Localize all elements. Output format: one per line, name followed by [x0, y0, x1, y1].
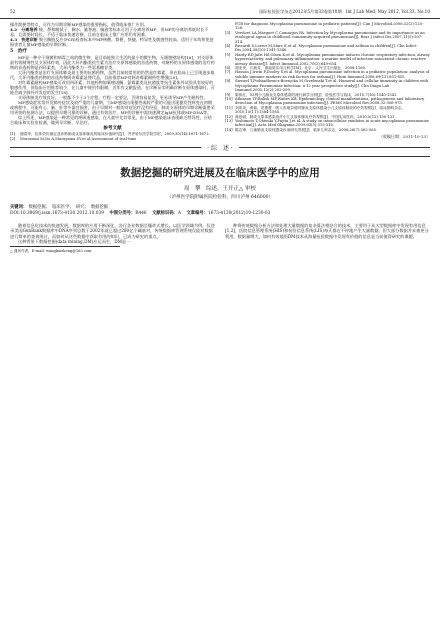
- top-columns: [10, 22, 430, 141]
- section-divider: [10, 147, 430, 157]
- clc-label: 中图分类号：: [109, 211, 136, 217]
- reference-text: Vervloet LA,Marguet C,Camargos PA. Infection by Mycoplasma pneumoniae and its importance as an etiological agent in childhood community-acquired pneumonias[J]. Braz J Infect Dis,2007,11(5):507-514.: [235, 30, 425, 44]
- reference-text: 蒋爱丽．肺炎支原体感染治疗小儿支原体肺炎疗效观察[J]．中国实用医药，2010,5(12):130-131.: [235, 114, 396, 119]
- article-body: [10, 223, 430, 253]
- reference-text: 胡亚美，江载芳．诸福棠实用儿科学[M]．北京：人民卫生出版社，2008:1160.: [235, 66, 367, 71]
- reference-number: [8]: [225, 79, 231, 84]
- reference-number: [14]: [225, 127, 233, 132]
- article-title: 数据挖掘的研究进展及在临床医学中的应用: [120, 167, 320, 180]
- journal-header: [0, 6, 440, 19]
- clc-value: R446: [135, 211, 147, 217]
- keywords-value: 数据挖掘； 临床医学； 研究； 数据挖掘: [28, 205, 109, 211]
- reference-item: [225, 106, 430, 115]
- reference-number: [12]: [225, 114, 233, 119]
- section-text: 痰、鼻和咽拭子、胸水、脑脊液、胸液等标本可用于分离培养MP，但MP的分离培养耗时长不易，且需要时间长，不适于临床快速诊断，目前在临床上推广应用仍有困难。: [10, 27, 209, 37]
- reference-number: [225, 22, 233, 31]
- reference-item: [225, 31, 430, 44]
- paragraph: MP感染症状常并发肺外症状及较严重的儿童期，当MP感染出现暴性或较严重的可能出现暴发性病变在初期或病程中，可能有心、脑、肝等多器官损害，由于早期对一般的对症治疗没有经验，肺炎支原体的早期诊断需要采用更快的检测方法，以提供早期可靠的诊断，通过有效治疗，MP的诊断中需快速测定IgM抗体或MP-DNA等。: [10, 99, 215, 115]
- journal-citation: 国际检验医学杂志2012年5月第33卷第10期 Int J Lab Med, May 2012, Vol.33, No.10: [259, 9, 430, 14]
- reference-text: 刘凤英，黄菊，范蕾蕾．吸入布地奈德对肺炎支原体感染小儿支原体肺炎的疗效观察[J]．临床肺科杂志，2010,15(11):1584-1585.: [235, 105, 406, 115]
- page-number: 52: [10, 9, 16, 14]
- section-5-title: 5 治疗: [10, 48, 27, 54]
- reference-item: [225, 79, 430, 92]
- reference-number: [10]: [225, 96, 233, 101]
- paragraph: MP是一种介于细菌和病毒之间的微生物，是目前能独立生活的最小的微生物，无细胞壁结构[16]，对支原体最有效制剂性及支原体疗效，因此大环内酯类抗生素为治疗支原体感染的首选药物，对耐药的支原体感染的治疗药物的首选药物是四环素类，大环内酯类为一些氨基糖苷类。: [10, 54, 215, 70]
- reference-text: Hassan J,Irwin F,Dooley S,et al. Mycoplasma pneumoniae infection in a pediatric population: analysis of soluble immune markers as risk factors for asthma[J]. Hum Immunol,2008,69(12):851-855.: [235, 70, 430, 79]
- paragraph: 支原体肺炎疗效良好，一般都不少于3个疗程，疗程一定要足，否则容易复发，更易诱导MP产生耐药性。: [18, 94, 208, 100]
- article-number-value: 1673-4130(2012)10-1230-03: [207, 211, 271, 217]
- reference-number: [13]: [225, 118, 233, 123]
- reference-text: Hardy RD,Jafri HS,Olsen K,et al. Mycoplasma pneumoniae induces chronic respiratory infection, airway hyperreactivity, and pulmonary inflammation: a murine model of infection-associated chronic reactive airway disease[J]. Infect Immunol,2002,70(2):649-654.: [235, 52, 430, 66]
- reference-text: Biscardi S,Lorrot M,Marc E,et al. Mycoplasma pneumoniae and asthma in children[J]. Clin Infect Dis,2004,38(10):1341-1346.: [235, 44, 417, 53]
- section-4-3: [10, 37, 215, 47]
- reference-item: [225, 44, 430, 53]
- section-title: 4.3 快速诊断: [10, 37, 38, 42]
- paragraph: 大环内酯类是治疗支原体肺炎最主要的抗菌药物，虽然目前较常用的仍然是红霉素，但在临床上已呈现逐步取代，大环内酯类药物的首选药物阿奇霉素是替代品，目前推荐MP对阿奇霉素耐药性增强[20]。: [10, 69, 215, 80]
- reference-text: Atkinson TP,Balish MF,Waites KB. Epidemiology, clinical manifestations, pathogenesis and laboratory detection of Mycoplasma pneumoniae infection[J]. FEMS Microbiol Rev,2008,32:956-973.: [235, 96, 425, 106]
- right-column: [225, 22, 430, 141]
- article-metadata: [10, 205, 430, 217]
- left-column: [10, 22, 215, 141]
- reference-text: Yoshimoto T,Ohtsuki Y,Fujita J,et al. A study on intracellular exudates in acute mycoplasma pneumoniae infection[J]. Acta Med Okayama,2009,63(5):315-316.: [235, 118, 430, 128]
- body-left-column: [10, 223, 215, 253]
- reference-item: [10, 137, 215, 141]
- reference-item: [225, 70, 430, 79]
- received-date: （收稿日期：2011-10-13）: [378, 134, 430, 140]
- reference-text: 陈伟红，53例小儿肺炎支原体感染的流行病学分析[J]．检验医学与临床，2010,7(16):1540-1541.: [235, 92, 398, 97]
- paragraph: 随着信息化技术的快速发展，数据库的应用不断深化，各行各业数据呈爆炸式增长。以医学领域为例，仅登录美国GenBank数据库中DNA序列总数于2002年就已超过280亿个碱基对，传统数据库管理系统仅能对数据进行简单的查询统计，而如何从这些数据中获取有用的知识，已成为研究的重点。: [10, 223, 215, 239]
- reference-text: 谢春华，抗体效价测定及诊断肺炎支原体肺炎的临床价值研究[J]．齐齐哈尔医学院学报，2009,30(14):1671-1672.: [20, 132, 210, 137]
- page-content: [10, 22, 430, 253]
- reference-text: 陈志锋．儿童肺炎支原体感染诊治研究进展[J]．临床儿科杂志，2008,26(7):562-565.: [235, 127, 378, 132]
- article-affiliation: （泸州医学院附属医院检验科，四川泸州 646000）: [166, 195, 274, 201]
- reference-list-right: [225, 22, 430, 132]
- paragraph: 种将传统数据分析方法和处理大量数据的复杂算法相结合的技术，主要用于从大型数据库中发现有用信息[1,2]，医院信息管理系统(HIS)和检验信息系统(LIS)每天都在不停地产生大量数据，但大部分数据并未被充分利用，数据量增大，如何有效地用DM技术从海量检验数据中发现有价值的信息是当前值得研究的课题。: [225, 223, 429, 239]
- paragraph: 对红霉素耐药MP感染可改用四环素。其他药物如氟喹诺酮、氯霉素类及抗菌肽等抗生素体外试验具有较好的敏感作用，但临床应用推荐较少，在儿童中使用有限制，近年有文献报道，在诊断证实明确诊断支原体感染时，可能会减少肺外并发症的发生[18]。: [10, 79, 215, 95]
- reference-number: [5]: [225, 52, 231, 57]
- reference-number: [3]: [225, 30, 231, 35]
- corresponding-author-note: △ 通讯作者，E-mail: wangkaizheng@163.com: [10, 249, 92, 254]
- reference-item: [225, 53, 430, 66]
- reference-item: [225, 97, 430, 106]
- references-heading: 参考文献: [103, 126, 122, 132]
- section-text: 聚合酶链反应(PCR)检查标本中MP核酸，简便、快捷、特异性及敏感性较高，适用于年幼和免疫损害者儿童MP感染的早期诊断。: [10, 37, 214, 47]
- section-title: 4.2 分离培养: [10, 27, 38, 32]
- reference-number: [9]: [225, 92, 231, 97]
- reference-number: [4]: [225, 44, 231, 49]
- reference-text: Stenzel T,Podsiadłowicz-Borzęcka M,Grzelenski T,et al. Humoral and cellular immunity in children with Mycoplasma Pneumoniae infection: a 12 year prospective study[J]. Clin Diagn Lab Immunol,2005,12(2):202-209.: [235, 79, 429, 93]
- article-number-label: 文章编号：: [186, 211, 208, 217]
- doc-code-label: 文献标识码：: [152, 211, 178, 217]
- reference-text: Morozumi M,Ito A,Murayama SY,et al.Assessment of real-time: [20, 136, 137, 141]
- reference-item: [225, 119, 430, 128]
- reference-item: [225, 22, 430, 31]
- paragraph: 这种背景下数据挖掘(data mining,DM)应运而生，DM是一: [18, 238, 131, 244]
- doi-line: [10, 211, 430, 217]
- paragraph: 综上所述，MP感染是一种常见的呼吸道感染，在儿童中尤其常见，由于MP感染临床表现缺乏特异性，应结合临床和实验室检测，做到早诊断、早治疗。: [10, 114, 213, 125]
- body-right-column: [225, 223, 430, 253]
- footnote: [10, 246, 120, 253]
- keywords-label: 关键词：: [10, 205, 28, 211]
- paragraph: 操作简便等特点，可作为早期诊断MP感染的重要指标，值得临床推广应用。: [10, 22, 148, 27]
- reference-text: PCR for diagnosis Mycoplasma pneumoniae in pediatric patients[J]. Can J Microbiol,2006,52(2):125-126.: [235, 22, 424, 31]
- reference-list-left: [10, 132, 215, 141]
- reference-number: [2]: [10, 136, 16, 141]
- article-authors: 周 攀 综述，王开正△ 审校: [184, 186, 256, 193]
- review-section-label: · 综 述 ·: [201, 145, 239, 153]
- reference-number: [7]: [225, 70, 231, 75]
- reference-number: [6]: [225, 66, 231, 71]
- reference-number: [1]: [10, 132, 16, 137]
- doi-value: DOI:10.3969/j.issn.1673-4130.2012.10.039: [10, 211, 104, 217]
- reference-item: [225, 128, 430, 132]
- doc-code-value: A: [177, 211, 182, 217]
- reference-number: [11]: [225, 105, 233, 110]
- section-4-2: [10, 27, 215, 37]
